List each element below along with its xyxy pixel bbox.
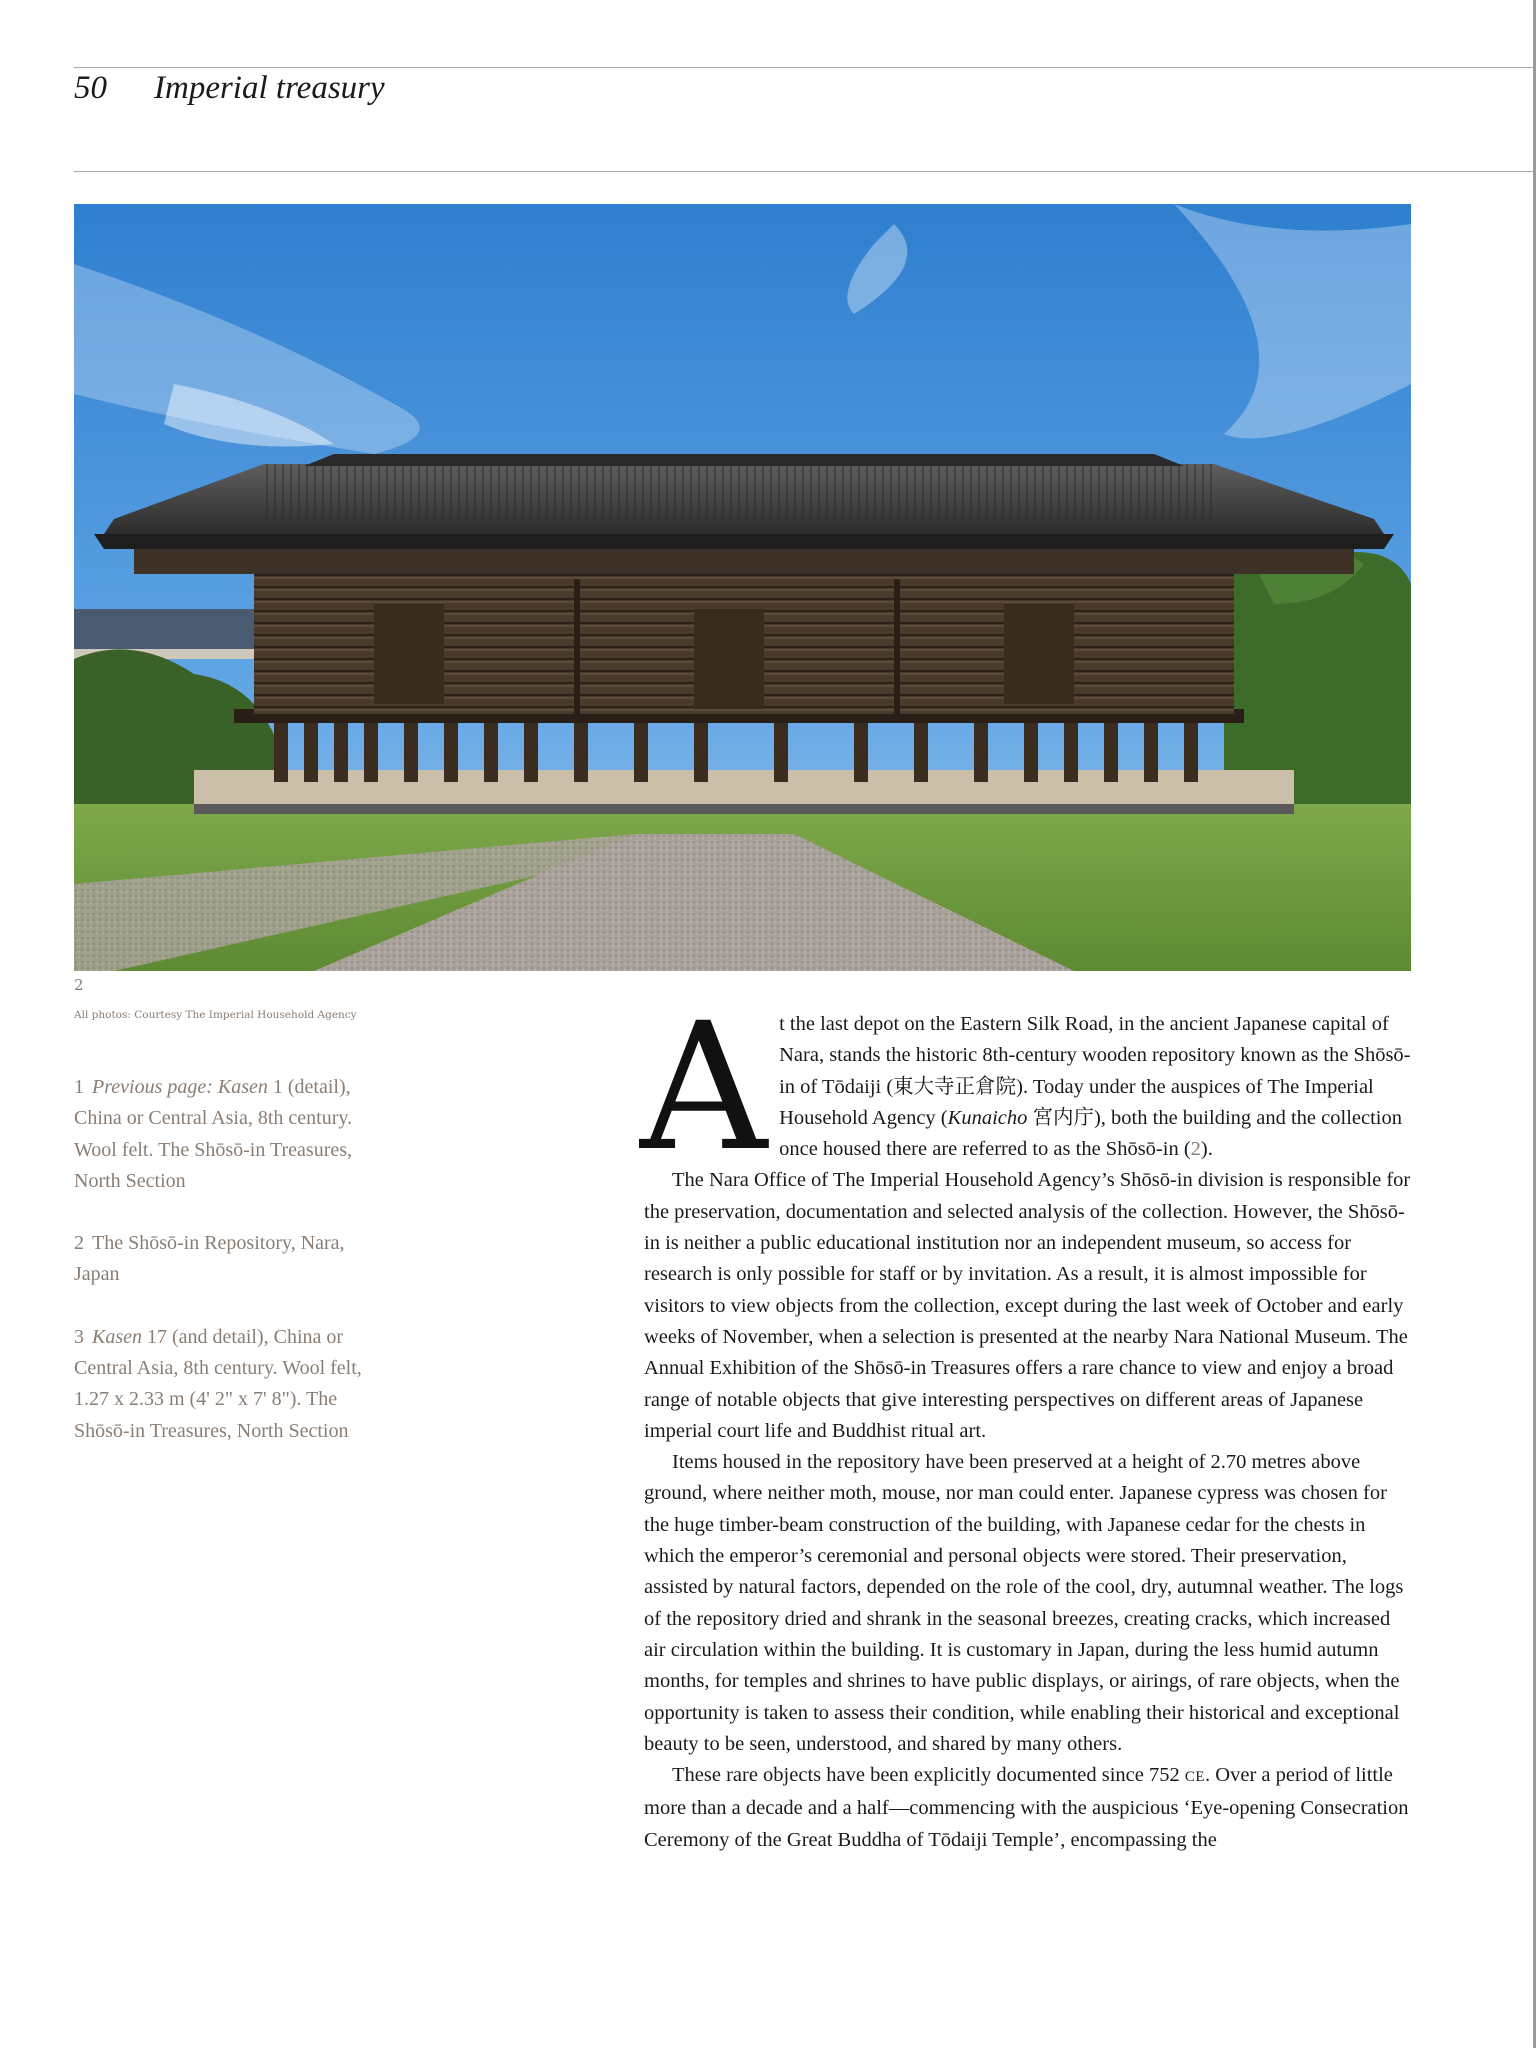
italic-term: Kunaicho — [947, 1106, 1028, 1129]
caption-lead: Kasen — [92, 1325, 142, 1348]
caption-2 — [74, 1228, 394, 1291]
paragraph-3: Items housed in the repository have been preserved at a height of 2.70 metres above ground, where neither moth, mouse, nor man could enter. Japanese cypress was chosen for the huge timber-beam construction of the building, with Japanese cedar for the chests in which the emperor’s ceremonial and personal objects were stored. Their preservation, assisted by natural factors, depended on the role of the cool, dry, autumnal weather. The logs of the repository dried and shrank in the seasonal breezes, creating cracks, which increased air circulation within the building. It is customary in Japan, during the less humid autumn months, for temples and shrines to have public displays, or airings, of rare objects, when the opportunity is taken to assess their condition, while enabling their historical and exceptional beauty to be seen, understood, and shared by many others. — [644, 1451, 1404, 1755]
caption-text: The Shōsō-in Repository, Nara, Japan — [74, 1232, 345, 1286]
drop-cap: A — [640, 985, 768, 1190]
paragraph-text: ). — [1200, 1138, 1213, 1161]
repository-photo — [74, 204, 1411, 971]
paragraph-2: The Nara Office of The Imperial Household Agency’s Shōsō-in division is responsible for the preservation, documentation and selected analysis of the collection. However, the Shōsō-in is neither a public educational institution nor an independent museum, so access for research is only possible for staff or by invitation. As a result, it is almost impossible for visitors to view objects from the collection, except during the last week of October and early weeks of November, when a selection is presented at the nearby Nara National Museum. The Annual Exhibition of the Shōsō-in Treasures offers a rare chance to view and enjoy a broad range of notable objects that give interesting perspectives on different areas of Japanese imperial court life and Buddhist ritual art. — [644, 1169, 1411, 1442]
caption-column — [74, 1072, 394, 1478]
small-caps-era: CE — [1184, 1769, 1206, 1786]
paragraph-1 — [640, 985, 1414, 1190]
page-number: 50 — [74, 70, 107, 106]
caption-number: 2 — [74, 1232, 84, 1255]
paragraph-text: . Over a period of little more than a decade and a half—commencing with the auspicious ‘Eye-opening Consecration Ceremony of the Great Buddha of Tōdaiji Temple’, encompassing the — [644, 1764, 1409, 1851]
paragraph-text: t the last depot on the Eastern Silk Road, in the ancient Japanese capital of Nara, stands the historic 8th-century wooden repository known as the Shōsō-in of Tōdaiji (東大寺正倉院). Today under the auspices of The Imperial Household Agency ( — [779, 1013, 1411, 1129]
figure-number: 2 — [74, 976, 84, 994]
paragraph-4 — [644, 1760, 1414, 1856]
caption-number: 3 — [74, 1325, 84, 1348]
caption-1 — [74, 1072, 394, 1197]
photo-credit: All photos: Courtesy The Imperial Household Agency — [74, 1009, 357, 1021]
caption-text: 17 (and detail), China or Central Asia, 8th century. Wool felt, 1.27 x 2.33 m (4' 2" x 7' 8"). The Shōsō-in Treasures, North Section — [74, 1325, 362, 1442]
header-rule-top — [74, 67, 1536, 68]
running-title: Imperial treasury — [154, 70, 385, 106]
caption-lead: Previous page: Kasen — [92, 1076, 268, 1098]
caption-text: 1 (detail), China or Central Asia, 8th century. Wool felt. The Shōsō-in Treasures, North Section — [74, 1076, 353, 1192]
header-rule-bottom — [74, 171, 1536, 172]
caption-number: 1 — [74, 1076, 84, 1098]
paragraph-text: 宮内庁), both the building and the collection once housed there are referred to as the Shōsō-in ( — [779, 1106, 1402, 1161]
paragraph-text: These rare objects have been explicitly documented since 752 — [672, 1764, 1185, 1787]
caption-3 — [74, 1322, 394, 1447]
article-body — [640, 985, 1414, 1856]
figure-reference: 2 — [1190, 1138, 1201, 1161]
